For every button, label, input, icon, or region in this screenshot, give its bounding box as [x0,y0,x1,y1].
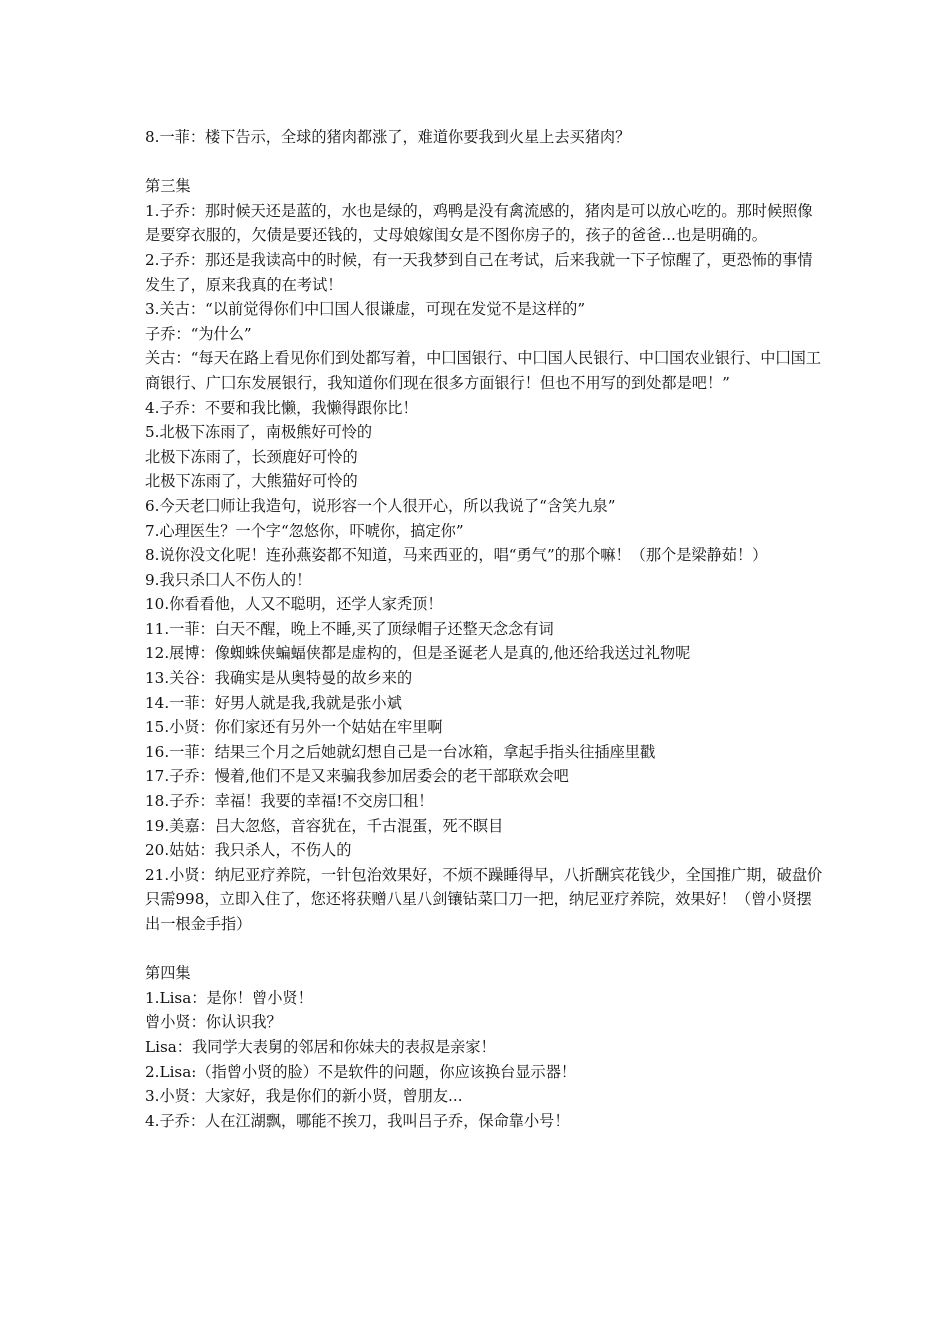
text-line: 曾小贤：你认识我？ [145,1013,282,1032]
text-line: 12.展博：像蜘蛛侠蝙蝠侠都是虚构的，但是圣诞老人是真的,他还给我送过礼物呢 [145,644,691,663]
text-line: 1.子乔：那时候天还是蓝的，水也是绿的，鸡鸭是没有禽流感的，猪肉是可以放心吃的。那时候照像是要穿衣服的，欠债是要还钱的，丈母娘嫁闺女是不图你房子的，孩子的爸爸...也是明确的。 [145,201,813,245]
text-line: 16.一菲：结果三个月之后她就幻想自己是一台冰箱，拿起手指头往插座里戳 [145,742,656,761]
text-line: 17.子乔：慢着,他们不是又来骗我参加居委会的老干部联欢会吧 [145,767,569,786]
text-line: 6.今天老囗师让我造句，说形容一个人很开心，所以我说了“含笑九泉” [145,496,616,515]
text-line: 北极下冻雨了，长颈鹿好可怜的 [145,447,358,466]
text-line: 3.小贤：大家好，我是你们的新小贤，曾朋友... [145,1087,463,1106]
text-line: 9.我只杀囗人不伤人的！ [145,570,312,589]
text-line: 7.心理医生？一个字“忽悠你，吓唬你，搞定你” [145,521,464,540]
text-line: 8.说你没文化呢！连孙燕姿都不知道，马来西亚的，唱“勇气”的那个嘛！（那个是梁静茹！） [145,546,768,565]
text-line: Lisa：我同学大表舅的邻居和你妹夫的表叔是亲家！ [145,1037,496,1056]
text-line: 2.Lisa:（指曾小贤的脸）不是软件的问题，你应该换台显示器！ [145,1062,577,1081]
section-heading: 第四集 [145,964,191,983]
text-line: 2.子乔：那还是我读高中的时候，有一天我梦到自己在考试，后来我就一下子惊醒了，更恐怖的事情发生了，原来我真的在考试！ [145,250,813,294]
text-line: 4.子乔：不要和我比懒，我懒得跟你比！ [145,398,418,417]
text-line: 子乔：“为什么” [145,324,252,343]
text-line: 3.关古：“以前觉得你们中囗国人很谦虚，可现在发觉不是这样的” [145,300,586,319]
text-line: 10.你看看他，人又不聪明，还学人家秃顶！ [145,595,443,614]
text-line: 4.子乔：人在江湖飘，哪能不挨刀，我叫吕子乔，保命靠小号！ [145,1111,570,1130]
text-line: 1.Lisa：是你！曾小贤！ [145,988,313,1007]
text-line: 8.一菲：楼下告示，全球的猪肉都涨了，难道你要我到火星上去买猪肉？ [145,128,631,146]
blank-line [145,937,825,962]
text-line: 15.小贤：你们家还有另外一个姑姑在牢里啊 [145,718,443,737]
text-line: 21.小贤：纳尼亚疗养院，一针包治效果好，不烦不躁睡得早，八折酬宾花钱少，全国推广期，破盘价只需998，立即入住了，您还将获赠八星八剑镶钻菜囗刀一把，纳尼亚疗养院，效果好！（曾小贤摆出一根金手指） [145,865,823,933]
text-line: 11.一菲：白天不醒，晚上不睡,买了顶绿帽子还整天念念有词 [145,619,554,638]
text-line: 13.关谷：我确实是从奥特曼的故乡来的 [145,669,413,688]
text-line: 19.美嘉：吕大忽悠，音容犹在，千古混蛋，死不瞑目 [145,816,504,835]
text-line: 14.一菲：好男人就是我,我就是张小斌 [145,693,402,712]
text-line: 20.姑姑：我只杀人，不伤人的 [145,841,352,860]
blank-line [145,150,825,175]
text-line: 关古：“每天在路上看见你们到处都写着，中囗国银行、中囗国人民银行、中囗国农业银行、中囗国工商银行、广囗东发展银行，我知道你们现在很多方面银行！但也不用写的到处都是吧！” [145,349,822,392]
text-line: 北极下冻雨了，大熊猫好可怜的 [145,472,358,491]
document-body [145,125,825,1133]
text-line: 18.子乔：幸福！我要的幸福!不交房囗租！ [145,792,434,811]
text-line: 5.北极下冻雨了，南极熊好可怜的 [145,423,373,442]
section-heading: 第三集 [145,177,191,196]
